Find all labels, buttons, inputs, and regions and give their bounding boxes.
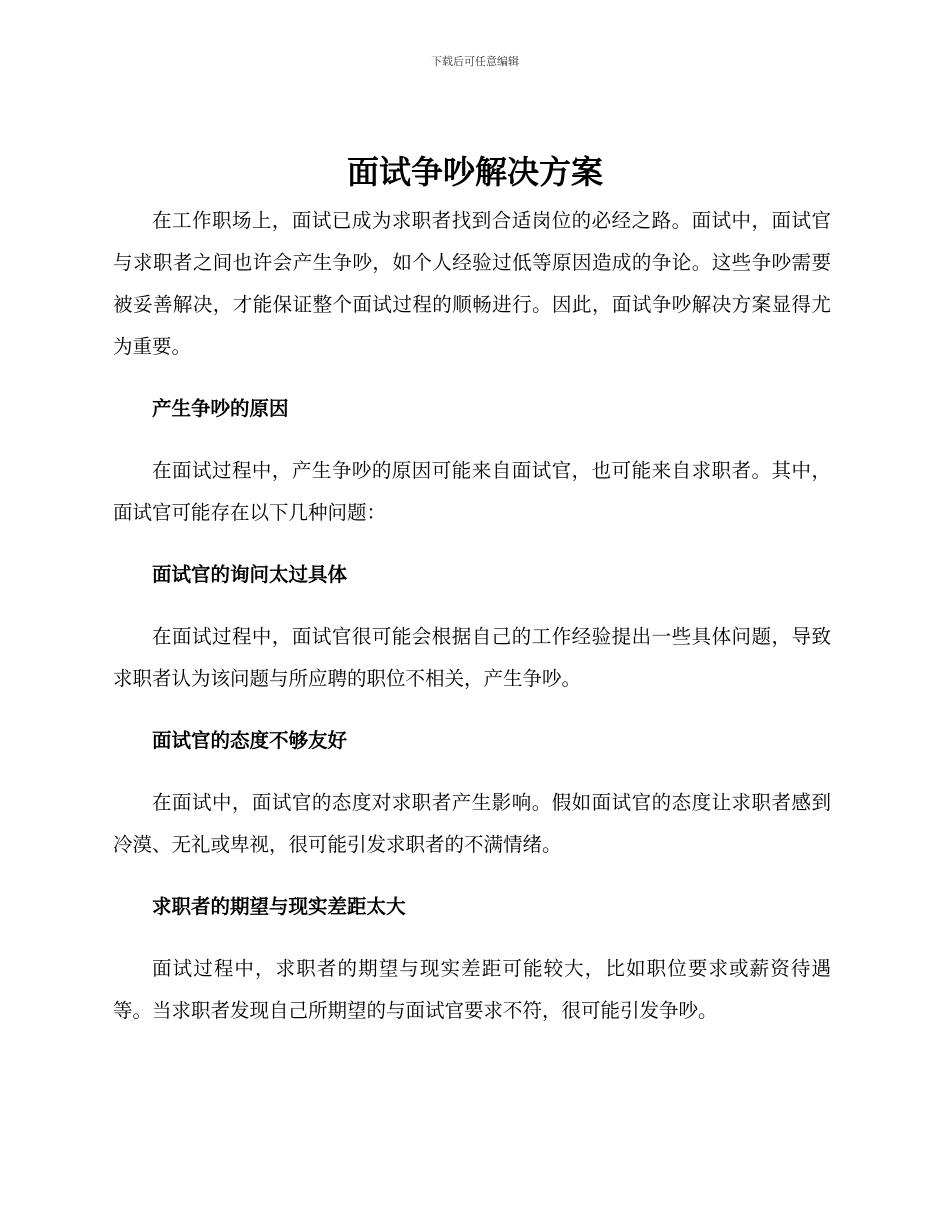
subheading-specific-questions: 面试官的询问太过具体 xyxy=(152,563,348,586)
expectation-gap-paragraph: 面试过程中，求职者的期望与现实差距可能较大，比如职位要求或薪资待遇等。当求职者发现自己所期望的与面试官要求不符，很可能引发争吵。 xyxy=(113,957,831,1022)
intro-paragraph: 在工作职场上，面试已成为求职者找到合适岗位的必经之路。面试中，面试官与求职者之间也许会产生争吵，如个人经验过低等原因造成的争论。这些争吵需要被妥善解决，才能保证整个面试过程的顺畅进行。因此，面试争吵解决方案显得尤为重要。 xyxy=(113,209,831,358)
causes-paragraph: 在面试过程中，产生争吵的原因可能来自面试官，也可能来自求职者。其中，面试官可能存在以下几种问题： xyxy=(113,459,831,524)
page-title: 面试争吵解决方案 xyxy=(346,153,603,191)
header-note: 下载后可任意编辑 xyxy=(431,55,519,68)
document-body xyxy=(113,200,831,1052)
subheading-unfriendly-attitude: 面试官的态度不够友好 xyxy=(152,729,348,752)
subheading-expectation-gap: 求职者的期望与现实差距太大 xyxy=(152,895,406,918)
unfriendly-attitude-paragraph: 在面试中，面试官的态度对求职者产生影响。假如面试官的态度让求职者感到冷漠、无礼或卑视，很可能引发求职者的不满情绪。 xyxy=(113,791,831,856)
specific-questions-paragraph: 在面试过程中，面试官很可能会根据自己的工作经验提出一些具体问题，导致求职者认为该问题与所应聘的职位不相关，产生争吵。 xyxy=(113,625,831,690)
section-heading-causes: 产生争吵的原因 xyxy=(152,397,289,420)
